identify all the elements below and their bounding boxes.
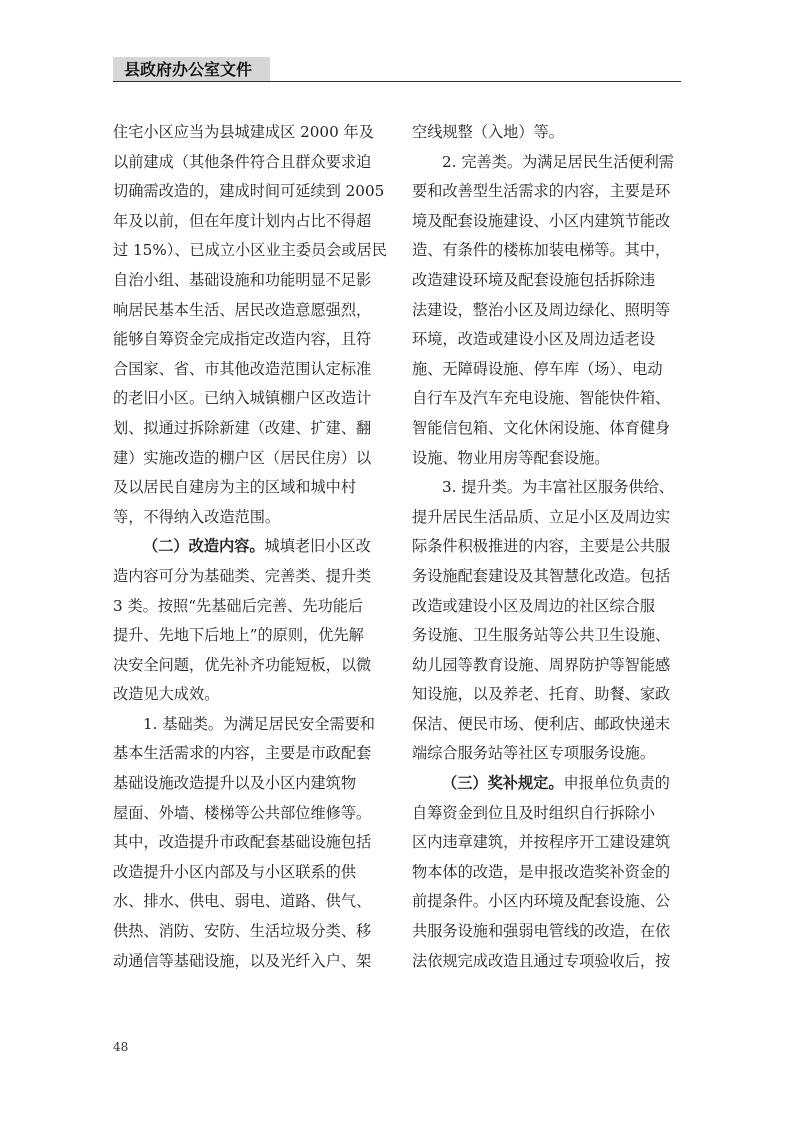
text-line: 年及以前，但在年度计划内占比不得超 xyxy=(113,211,372,230)
text-line: 基本生活需求的内容，主要是市政配套 xyxy=(113,744,372,763)
text-line: 住宅小区应当为县城建成区 2000 年及 xyxy=(113,123,374,141)
header-title: 县政府办公室文件 xyxy=(124,60,253,79)
text-line: 智能信包箱、文化休闲设施、体育健身 xyxy=(412,418,671,437)
text-line: 际条件积极推进的内容，主要是公共服 xyxy=(412,537,671,556)
text-line: 自治小组、基础设施和功能明显不足影 xyxy=(113,270,372,289)
text-line: 法建设，整治小区及周边绿化、照明等 xyxy=(412,300,671,319)
page-number: 48 xyxy=(113,1040,129,1054)
text-line: 前提条件。小区内环境及配套设施、公 xyxy=(412,892,671,911)
section-heading-line xyxy=(412,769,684,799)
text-line: 的老旧小区。已纳入城镇棚户区改造计 xyxy=(113,389,372,408)
text-line: 要和改善型生活需求的内容，主要是环 xyxy=(412,182,671,201)
text-line: 建）实施改造的棚户区（居民住房）以 xyxy=(113,448,372,467)
text-line: 改造提升小区内部及与小区联系的供 xyxy=(113,862,356,881)
text-run: 申报单位负责的 xyxy=(563,774,670,793)
text-line: 自行车及汽车充电设施、智能快件箱、 xyxy=(412,389,671,408)
text-line: 共服务设施和强弱电管线的改造，在依 xyxy=(412,922,671,941)
text-line: 2. 完善类。为满足居民生活便利需 xyxy=(442,152,674,171)
right-column xyxy=(412,118,684,976)
text-line: 动通信等基础设施，以及光纤入户、架 xyxy=(113,951,372,970)
text-line: 提升居民生活品质、立足小区及周边实 xyxy=(412,507,671,526)
text-line: 水、排水、供电、弱电、道路、供气、 xyxy=(113,892,372,911)
text-line: 务设施、卫生服务站等公共卫生设施、 xyxy=(412,626,671,645)
text-line: 1. 基础类。为满足居民安全需要和 xyxy=(143,714,375,733)
text-line: 划、拟通过拆除新建（改建、扩建、翻 xyxy=(113,418,372,437)
text-line: 物本体的改造，是申报改造奖补资金的 xyxy=(412,862,671,881)
text-line: 造内容可分为基础类、完善类、提升类 xyxy=(113,566,372,585)
section-heading: （三）奖补规定。 xyxy=(442,774,564,793)
text-line: 造、有条件的楼栋加装电梯等。其中， xyxy=(412,241,671,260)
text-run: 城填老旧小区改 xyxy=(264,537,371,556)
header-rule xyxy=(113,81,681,82)
text-line: 屋面、外墙、楼梯等公共部位维修等。 xyxy=(113,803,372,822)
text-line: 境及配套设施建设、小区内建筑节能改 xyxy=(412,211,671,230)
text-line: 保洁、便民市场、便利店、邮政快递末 xyxy=(412,714,671,733)
section-heading: （二）改造内容。 xyxy=(143,537,265,556)
text-line: 及以居民自建房为主的区域和城中村 xyxy=(113,478,356,497)
text-line: 改造建设环境及配套设施包括拆除违 xyxy=(412,270,655,289)
text-line: 合国家、省、市其他改造范围认定标准 xyxy=(113,359,372,378)
text-line: 等，不得纳入改造范围。 xyxy=(113,507,281,526)
text-line: 设施、物业用房等配套设施。 xyxy=(412,448,610,467)
text-line: 区内违章建筑，并按程序开工建设建筑 xyxy=(412,833,671,852)
text-line: 务设施配套建设及其智慧化改造。包括 xyxy=(412,566,671,585)
text-line: 能够自筹资金完成指定改造内容，且符 xyxy=(113,330,372,349)
text-line: 供热、消防、安防、生活垃圾分类、移 xyxy=(113,922,372,941)
text-line: 空线规整（入地）等。 xyxy=(412,123,564,141)
text-line: 提升、先地下后地上”的原则，优先解 xyxy=(113,626,364,645)
text-line: 过 15%）、已成立小区业主委员会或居民 xyxy=(113,241,387,260)
text-line: 环境，改造或建设小区及周边适老设 xyxy=(412,330,655,349)
text-line: 法依规完成改造且通过专项验收后，按 xyxy=(412,951,671,970)
text-line: 改造或建设小区及周边的社区综合服 xyxy=(412,596,655,615)
text-line: 基础设施改造提升以及小区内建筑物 xyxy=(113,774,356,793)
text-line: 以前建成（其他条件符合且群众要求迫 xyxy=(113,152,372,171)
text-line: 其中，改造提升市政配套基础设施包括 xyxy=(113,833,372,852)
text-line: 改造见大成效。 xyxy=(113,685,220,704)
text-line: 施、无障碍设施、停车库（场）、电动 xyxy=(412,359,663,378)
text-line: 决安全问题，优先补齐功能短板，以微 xyxy=(113,655,372,674)
text-line: 响居民基本生活、居民改造意愿强烈， xyxy=(113,300,372,319)
section-heading-line xyxy=(113,532,393,562)
text-line: 幼儿园等教育设施、周界防护等智能感 xyxy=(412,655,671,674)
text-line: 3 类。按照“先基础后完善、先功能后 xyxy=(113,596,364,615)
left-column xyxy=(113,118,393,976)
text-line: 自筹资金到位且及时组织自行拆除小 xyxy=(412,803,655,822)
text-line: 端综合服务站等社区专项服务设施。 xyxy=(412,744,655,763)
text-line: 知设施，以及养老、托育、助餐、家政 xyxy=(412,685,671,704)
text-line: 切确需改造的，建成时间可延续到 2005 xyxy=(113,182,385,201)
text-line: 3. 提升类。为丰富社区服务供给、 xyxy=(442,478,674,497)
